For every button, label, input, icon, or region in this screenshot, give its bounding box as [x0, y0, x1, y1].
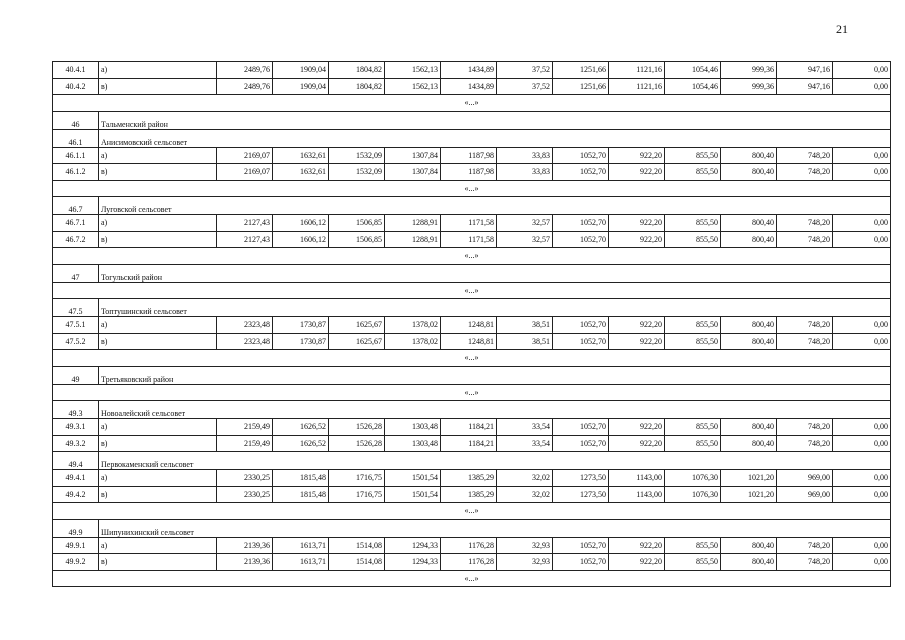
table-body — [53, 62, 891, 587]
section-number: 47.5 — [53, 299, 99, 317]
value-cell: 748,20 — [777, 231, 833, 248]
value-cell: 1501,54 — [385, 486, 441, 503]
value-cell: 32,57 — [497, 231, 553, 248]
value-cell: 969,00 — [777, 470, 833, 487]
table-row — [53, 333, 891, 350]
value-cell: 855,50 — [665, 147, 721, 164]
table-row — [53, 215, 891, 232]
value-cell: 37,52 — [497, 78, 553, 95]
value-cell: 1251,66 — [553, 62, 609, 79]
value-cell: 1562,13 — [385, 78, 441, 95]
value-cell: 748,20 — [777, 435, 833, 452]
value-cell: 1288,91 — [385, 231, 441, 248]
omission-row — [53, 350, 891, 367]
value-cell: 1176,28 — [441, 554, 497, 571]
value-cell: 748,20 — [777, 147, 833, 164]
value-cell: 0,00 — [833, 164, 891, 181]
value-cell: 1176,28 — [441, 537, 497, 554]
omission-mark: «...» — [53, 248, 891, 265]
section-number: 46.1 — [53, 129, 99, 147]
value-cell: 855,50 — [665, 419, 721, 436]
row-label: а) — [99, 537, 217, 554]
value-cell: 1143,00 — [609, 486, 665, 503]
table-row — [53, 78, 891, 95]
section-number: 46 — [53, 111, 99, 129]
value-cell: 1307,84 — [385, 164, 441, 181]
value-cell: 1909,04 — [273, 62, 329, 79]
value-cell: 800,40 — [721, 215, 777, 232]
row-label: а) — [99, 147, 217, 164]
omission-row — [53, 282, 891, 299]
value-cell: 1804,82 — [329, 62, 385, 79]
row-number: 40.4.1 — [53, 62, 99, 79]
value-cell: 1716,75 — [329, 470, 385, 487]
value-cell: 2169,07 — [217, 147, 273, 164]
section-heading-row — [53, 401, 891, 419]
row-label: а) — [99, 419, 217, 436]
row-number: 49.4.1 — [53, 470, 99, 487]
value-cell: 1606,12 — [273, 215, 329, 232]
value-cell: 800,40 — [721, 231, 777, 248]
value-cell: 1303,48 — [385, 435, 441, 452]
tariff-table — [52, 61, 891, 587]
value-cell: 0,00 — [833, 554, 891, 571]
value-cell: 2330,25 — [217, 486, 273, 503]
value-cell: 922,20 — [609, 537, 665, 554]
value-cell: 0,00 — [833, 317, 891, 334]
value-cell: 2169,07 — [217, 164, 273, 181]
omission-mark: «...» — [53, 350, 891, 367]
value-cell: 922,20 — [609, 419, 665, 436]
table-row — [53, 470, 891, 487]
value-cell: 0,00 — [833, 147, 891, 164]
section-title: Новоалейский сельсовет — [99, 401, 891, 419]
value-cell: 1730,87 — [273, 333, 329, 350]
value-cell: 1506,85 — [329, 231, 385, 248]
value-cell: 0,00 — [833, 62, 891, 79]
value-cell: 1804,82 — [329, 78, 385, 95]
value-cell: 1632,61 — [273, 164, 329, 181]
value-cell: 1184,21 — [441, 435, 497, 452]
table-row — [53, 486, 891, 503]
value-cell: 1434,89 — [441, 78, 497, 95]
table-row — [53, 419, 891, 436]
value-cell: 1562,13 — [385, 62, 441, 79]
value-cell: 1378,02 — [385, 317, 441, 334]
value-cell: 1052,70 — [553, 537, 609, 554]
value-cell: 1052,70 — [553, 215, 609, 232]
value-cell: 2139,36 — [217, 554, 273, 571]
row-label: в) — [99, 164, 217, 181]
value-cell: 32,93 — [497, 554, 553, 571]
row-number: 40.4.2 — [53, 78, 99, 95]
section-title: Топтушинский сельсовет — [99, 299, 891, 317]
section-title: Анисимовский сельсовет — [99, 129, 891, 147]
value-cell: 1273,50 — [553, 470, 609, 487]
value-cell: 1052,70 — [553, 554, 609, 571]
value-cell: 0,00 — [833, 78, 891, 95]
value-cell: 2330,25 — [217, 470, 273, 487]
value-cell: 1532,09 — [329, 147, 385, 164]
table-row — [53, 62, 891, 79]
value-cell: 0,00 — [833, 537, 891, 554]
value-cell: 1378,02 — [385, 333, 441, 350]
table-row — [53, 554, 891, 571]
section-number: 49.3 — [53, 401, 99, 419]
value-cell: 922,20 — [609, 215, 665, 232]
value-cell: 1184,21 — [441, 419, 497, 436]
row-label: в) — [99, 554, 217, 571]
row-number: 49.3.2 — [53, 435, 99, 452]
section-title: Тальменский район — [99, 111, 891, 129]
value-cell: 1021,20 — [721, 486, 777, 503]
value-cell: 2127,43 — [217, 215, 273, 232]
value-cell: 32,93 — [497, 537, 553, 554]
value-cell: 33,54 — [497, 419, 553, 436]
value-cell: 1121,16 — [609, 78, 665, 95]
omission-mark: «...» — [53, 95, 891, 112]
value-cell: 1385,29 — [441, 470, 497, 487]
value-cell: 38,51 — [497, 333, 553, 350]
value-cell: 855,50 — [665, 554, 721, 571]
table-row — [53, 231, 891, 248]
value-cell: 1526,28 — [329, 419, 385, 436]
value-cell: 999,36 — [721, 78, 777, 95]
omission-mark: «...» — [53, 570, 891, 587]
table-row — [53, 164, 891, 181]
value-cell: 1303,48 — [385, 419, 441, 436]
value-cell: 1251,66 — [553, 78, 609, 95]
value-cell: 800,40 — [721, 164, 777, 181]
value-cell: 922,20 — [609, 147, 665, 164]
value-cell: 1526,28 — [329, 435, 385, 452]
value-cell: 800,40 — [721, 554, 777, 571]
section-title: Шипунихинский сельсовет — [99, 519, 891, 537]
omission-row — [53, 248, 891, 265]
section-title: Первокаменский сельсовет — [99, 452, 891, 470]
row-label: а) — [99, 62, 217, 79]
section-heading-row — [53, 129, 891, 147]
value-cell: 1606,12 — [273, 231, 329, 248]
value-cell: 1625,67 — [329, 317, 385, 334]
value-cell: 922,20 — [609, 554, 665, 571]
value-cell: 0,00 — [833, 215, 891, 232]
omission-row — [53, 503, 891, 520]
value-cell: 2127,43 — [217, 231, 273, 248]
value-cell: 855,50 — [665, 215, 721, 232]
value-cell: 1248,81 — [441, 317, 497, 334]
omission-row — [53, 570, 891, 587]
row-number: 47.5.2 — [53, 333, 99, 350]
section-heading-row — [53, 197, 891, 215]
value-cell: 1052,70 — [553, 231, 609, 248]
row-label: в) — [99, 231, 217, 248]
value-cell: 1434,89 — [441, 62, 497, 79]
value-cell: 922,20 — [609, 164, 665, 181]
value-cell: 1294,33 — [385, 537, 441, 554]
row-number: 49.4.2 — [53, 486, 99, 503]
value-cell: 1815,48 — [273, 486, 329, 503]
row-label: в) — [99, 78, 217, 95]
value-cell: 947,16 — [777, 62, 833, 79]
value-cell: 0,00 — [833, 231, 891, 248]
value-cell: 1052,70 — [553, 147, 609, 164]
value-cell: 37,52 — [497, 62, 553, 79]
value-cell: 1909,04 — [273, 78, 329, 95]
value-cell: 800,40 — [721, 537, 777, 554]
value-cell: 922,20 — [609, 317, 665, 334]
table-row — [53, 435, 891, 452]
row-number: 49.3.1 — [53, 419, 99, 436]
row-number: 49.9.2 — [53, 554, 99, 571]
value-cell: 1076,30 — [665, 486, 721, 503]
value-cell: 33,83 — [497, 164, 553, 181]
row-label: в) — [99, 486, 217, 503]
value-cell: 1076,30 — [665, 470, 721, 487]
value-cell: 1052,70 — [553, 435, 609, 452]
value-cell: 0,00 — [833, 486, 891, 503]
value-cell: 855,50 — [665, 435, 721, 452]
value-cell: 1716,75 — [329, 486, 385, 503]
row-label: в) — [99, 435, 217, 452]
value-cell: 1632,61 — [273, 147, 329, 164]
omission-mark: «...» — [53, 282, 891, 299]
value-cell: 1514,08 — [329, 537, 385, 554]
value-cell: 1052,70 — [553, 317, 609, 334]
value-cell: 855,50 — [665, 164, 721, 181]
value-cell: 1815,48 — [273, 470, 329, 487]
value-cell: 922,20 — [609, 435, 665, 452]
value-cell: 1307,84 — [385, 147, 441, 164]
row-label: а) — [99, 317, 217, 334]
section-number: 49.9 — [53, 519, 99, 537]
value-cell: 1626,52 — [273, 435, 329, 452]
value-cell: 1052,70 — [553, 164, 609, 181]
value-cell: 2159,49 — [217, 419, 273, 436]
value-cell: 32,02 — [497, 470, 553, 487]
omission-row — [53, 180, 891, 197]
value-cell: 1052,70 — [553, 333, 609, 350]
value-cell: 2489,76 — [217, 78, 273, 95]
value-cell: 2159,49 — [217, 435, 273, 452]
value-cell: 1121,16 — [609, 62, 665, 79]
section-heading-row — [53, 111, 891, 129]
value-cell: 2323,48 — [217, 317, 273, 334]
section-title: Третьяковский район — [99, 366, 891, 384]
value-cell: 0,00 — [833, 470, 891, 487]
value-cell: 1143,00 — [609, 470, 665, 487]
value-cell: 2489,76 — [217, 62, 273, 79]
value-cell: 922,20 — [609, 231, 665, 248]
omission-mark: «...» — [53, 180, 891, 197]
value-cell: 1187,98 — [441, 164, 497, 181]
section-number: 46.7 — [53, 197, 99, 215]
value-cell: 2139,36 — [217, 537, 273, 554]
value-cell: 800,40 — [721, 317, 777, 334]
value-cell: 855,50 — [665, 231, 721, 248]
row-number: 46.1.1 — [53, 147, 99, 164]
value-cell: 969,00 — [777, 486, 833, 503]
omission-row — [53, 384, 891, 401]
section-heading-row — [53, 452, 891, 470]
value-cell: 800,40 — [721, 333, 777, 350]
value-cell: 1514,08 — [329, 554, 385, 571]
value-cell: 1171,58 — [441, 231, 497, 248]
value-cell: 1626,52 — [273, 419, 329, 436]
value-cell: 855,50 — [665, 317, 721, 334]
value-cell: 33,54 — [497, 435, 553, 452]
value-cell: 1294,33 — [385, 554, 441, 571]
table-row — [53, 147, 891, 164]
value-cell: 1506,85 — [329, 215, 385, 232]
value-cell: 32,02 — [497, 486, 553, 503]
section-title: Луговской сельсовет — [99, 197, 891, 215]
omission-mark: «...» — [53, 503, 891, 520]
section-number: 47 — [53, 264, 99, 282]
row-label: а) — [99, 215, 217, 232]
value-cell: 855,50 — [665, 537, 721, 554]
value-cell: 1501,54 — [385, 470, 441, 487]
value-cell: 1625,67 — [329, 333, 385, 350]
value-cell: 0,00 — [833, 419, 891, 436]
value-cell: 748,20 — [777, 164, 833, 181]
value-cell: 1385,29 — [441, 486, 497, 503]
row-number: 49.9.1 — [53, 537, 99, 554]
value-cell: 38,51 — [497, 317, 553, 334]
value-cell: 748,20 — [777, 333, 833, 350]
value-cell: 1171,58 — [441, 215, 497, 232]
value-cell: 800,40 — [721, 147, 777, 164]
table-row — [53, 537, 891, 554]
row-label: а) — [99, 470, 217, 487]
section-title: Тогульский район — [99, 264, 891, 282]
section-heading-row — [53, 366, 891, 384]
value-cell: 1248,81 — [441, 333, 497, 350]
omission-mark: «...» — [53, 384, 891, 401]
row-number: 46.7.1 — [53, 215, 99, 232]
value-cell: 1052,70 — [553, 419, 609, 436]
row-label: в) — [99, 333, 217, 350]
section-heading-row — [53, 519, 891, 537]
value-cell: 1613,71 — [273, 537, 329, 554]
value-cell: 2323,48 — [217, 333, 273, 350]
value-cell: 748,20 — [777, 317, 833, 334]
omission-row — [53, 95, 891, 112]
section-number: 49 — [53, 366, 99, 384]
section-heading-row — [53, 264, 891, 282]
value-cell: 1054,46 — [665, 78, 721, 95]
value-cell: 855,50 — [665, 333, 721, 350]
value-cell: 748,20 — [777, 215, 833, 232]
page-number: 21 — [836, 22, 848, 36]
value-cell: 748,20 — [777, 419, 833, 436]
value-cell: 1532,09 — [329, 164, 385, 181]
value-cell: 0,00 — [833, 333, 891, 350]
value-cell: 800,40 — [721, 419, 777, 436]
value-cell: 1187,98 — [441, 147, 497, 164]
value-cell: 32,57 — [497, 215, 553, 232]
value-cell: 33,83 — [497, 147, 553, 164]
value-cell: 0,00 — [833, 435, 891, 452]
value-cell: 1273,50 — [553, 486, 609, 503]
value-cell: 1054,46 — [665, 62, 721, 79]
table-row — [53, 317, 891, 334]
value-cell: 947,16 — [777, 78, 833, 95]
row-number: 46.1.2 — [53, 164, 99, 181]
value-cell: 1021,20 — [721, 470, 777, 487]
row-number: 46.7.2 — [53, 231, 99, 248]
value-cell: 922,20 — [609, 333, 665, 350]
value-cell: 748,20 — [777, 537, 833, 554]
section-heading-row — [53, 299, 891, 317]
value-cell: 1288,91 — [385, 215, 441, 232]
row-number: 47.5.1 — [53, 317, 99, 334]
value-cell: 1613,71 — [273, 554, 329, 571]
section-number: 49.4 — [53, 452, 99, 470]
value-cell: 999,36 — [721, 62, 777, 79]
value-cell: 748,20 — [777, 554, 833, 571]
value-cell: 1730,87 — [273, 317, 329, 334]
value-cell: 800,40 — [721, 435, 777, 452]
